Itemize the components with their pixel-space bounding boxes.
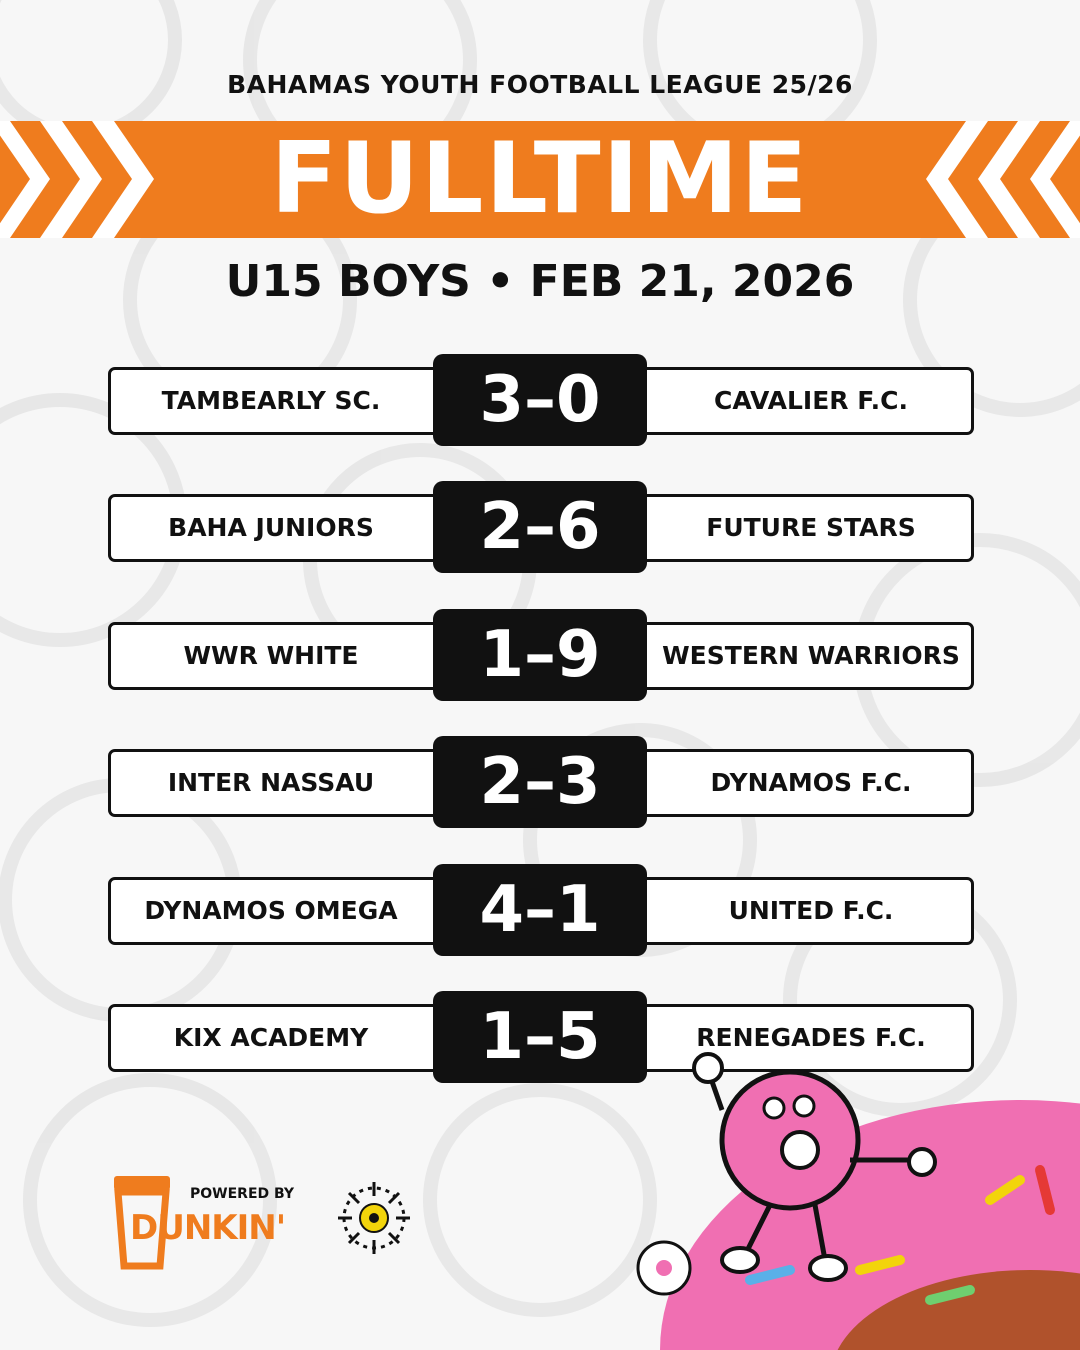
home-team: KIX ACADEMY <box>173 1023 369 1052</box>
home-team: BAHA JUNIORS <box>168 513 374 542</box>
home-team: TAMBEARLY SC. <box>161 386 381 415</box>
powered-by-label: POWERED BY <box>190 1186 295 1202</box>
score: 1–5 <box>433 991 647 1083</box>
away-team: RENEGADES F.C. <box>696 1023 926 1052</box>
match-row <box>108 609 972 701</box>
home-team: WWR WHITE <box>183 641 359 670</box>
score: 2–6 <box>433 481 647 573</box>
dunkin-wordmark: DUNKIN' <box>130 1208 286 1248</box>
away-team: CAVALIER F.C. <box>713 386 908 415</box>
score: 4–1 <box>433 864 647 956</box>
score: 1–9 <box>433 609 647 701</box>
banner-title: FULLTIME <box>270 122 810 236</box>
away-team: FUTURE STARS <box>706 513 916 542</box>
match-row <box>108 481 972 573</box>
dunkin-logo <box>108 1172 308 1272</box>
league-title: BAHAMAS YOUTH FOOTBALL LEAGUE 25/26 <box>227 70 853 99</box>
away-team: UNITED F.C. <box>728 896 894 925</box>
away-team: DYNAMOS F.C. <box>710 768 912 797</box>
home-team: DYNAMOS OMEGA <box>144 896 398 925</box>
score: 3–0 <box>433 354 647 446</box>
match-row <box>108 864 972 956</box>
away-team: WESTERN WARRIORS <box>662 641 960 670</box>
match-row <box>108 354 972 446</box>
division-date: U15 BOYS • FEB 21, 2026 <box>225 256 855 307</box>
match-row <box>108 736 972 828</box>
donut-mascot-icon <box>600 1050 1080 1350</box>
fulltime-banner <box>0 121 1080 238</box>
league-logo <box>318 1162 430 1274</box>
home-team: INTER NASSAU <box>167 768 375 797</box>
score: 2–3 <box>433 736 647 828</box>
